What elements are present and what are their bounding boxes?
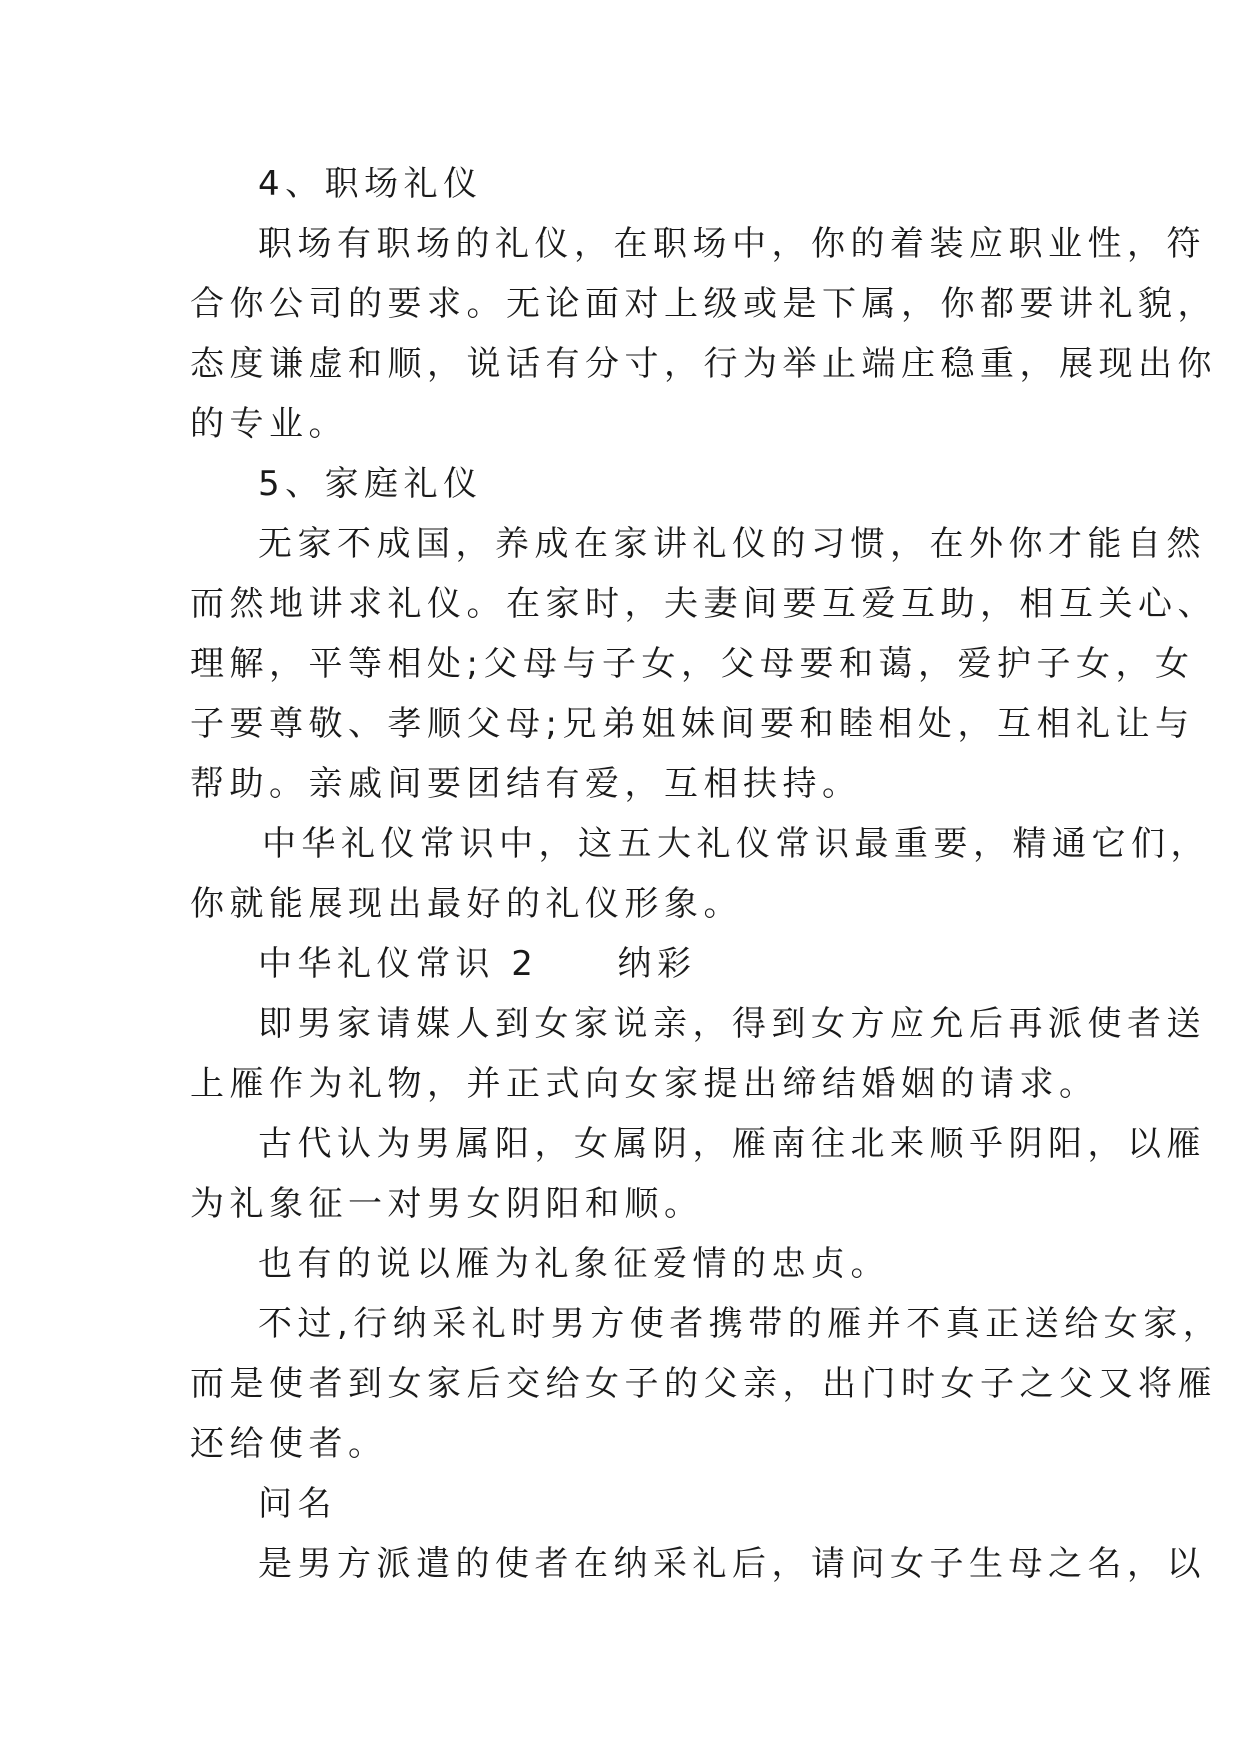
paragraph-line: 还给使者。 [190,1424,388,1464]
paragraph-line: 职场有职场的礼仪，在职场中，你的着装应职业性，符 [258,224,1206,264]
section-heading-workplace-etiquette: 4、职场礼仪 [258,164,483,204]
paragraph-line: 的专业。 [190,404,348,444]
paragraph-line: 而然地讲求礼仪。在家时，夫妻间要互爱互助，相互关心、 [190,584,1217,624]
paragraph-line: 上雁作为礼物，并正式向女家提出缔结婚姻的请求。 [190,1064,1099,1104]
paragraph-line: 为礼象征一对男女阴阳和顺。 [190,1184,704,1224]
paragraph-line: 合你公司的要求。无论面对上级或是下属，你都要讲礼貌， [190,284,1217,324]
paragraph-line: 中华礼仪常识中，这五大礼仪常识最重要，精通它们， [262,824,1210,864]
paragraph-line: 理解，平等相处;父母与子女，父母要和蔼，爱护子女，女 [190,644,1195,684]
section-heading-wenming: 问名 [258,1484,337,1524]
paragraph-line: 而是使者到女家后交给女子的父亲，出门时女子之父又将雁 [190,1364,1217,1404]
paragraph-line: 态度谦虚和顺，说话有分寸，行为举止端庄稳重，展现出你 [190,344,1217,384]
paragraph-line: 子要尊敬、孝顺父母;兄弟姐妹间要和睦相处，互相礼让与 [190,704,1195,744]
paragraph-line: 不过,行纳采礼时男方使者携带的雁并不真正送给女家， [258,1304,1223,1344]
section-heading-nacai: 中华礼仪常识 2 纳彩 [258,944,697,984]
paragraph-line: 帮助。亲戚间要团结有爱，互相扶持。 [190,764,862,804]
paragraph-line: 也有的说以雁为礼象征爱情的忠贞。 [258,1244,890,1284]
paragraph-line: 你就能展现出最好的礼仪形象。 [190,884,743,924]
paragraph-line: 是男方派遣的使者在纳采礼后，请问女子生母之名，以 [258,1544,1206,1584]
paragraph-line: 即男家请媒人到女家说亲，得到女方应允后再派使者送 [258,1004,1206,1044]
paragraph-line: 无家不成国，养成在家讲礼仪的习惯，在外你才能自然 [258,524,1206,564]
section-heading-family-etiquette: 5、家庭礼仪 [258,464,483,504]
paragraph-line: 古代认为男属阳，女属阴，雁南往北来顺乎阴阳，以雁 [258,1124,1206,1164]
